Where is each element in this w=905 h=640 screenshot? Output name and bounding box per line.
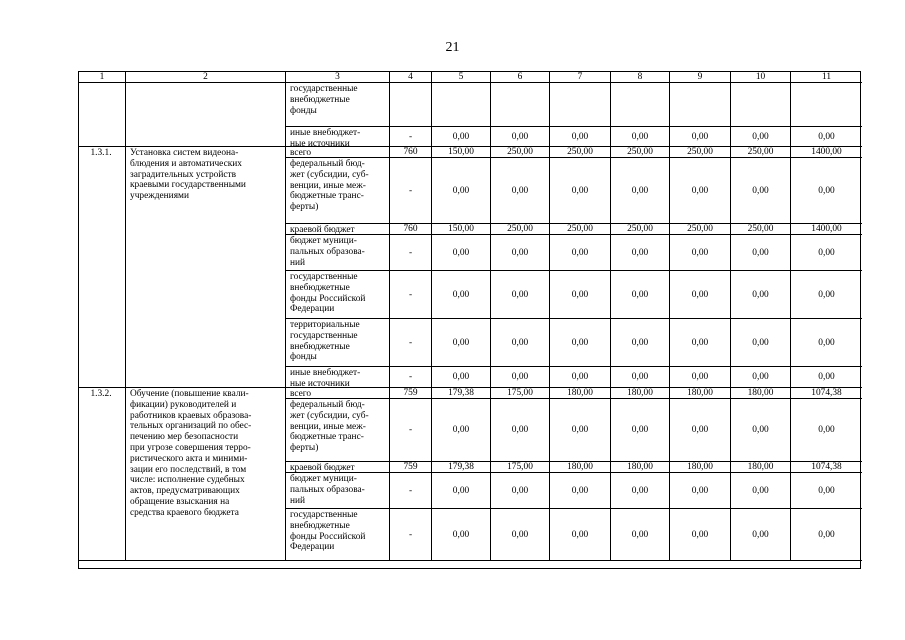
text-line: всего xyxy=(290,389,312,399)
text-line: территориальные xyxy=(290,320,360,330)
text-line: иные внебюджет- xyxy=(290,128,361,138)
text-line: иные внебюджет- xyxy=(290,368,361,378)
amount-col-10: 250,00 xyxy=(731,224,791,235)
text-line: Федерации xyxy=(290,304,335,315)
table-row xyxy=(79,473,862,509)
text-line: обращение взыскания на xyxy=(130,496,230,507)
amount-col-7: 250,00 xyxy=(550,224,611,235)
amount-col-10: 180,00 xyxy=(731,462,791,473)
text-line: бюджет муници- xyxy=(290,236,357,246)
amount-col-6: 0,00 xyxy=(491,319,550,367)
funding-source-1-0 xyxy=(286,388,390,399)
text-line: бюджет муници- xyxy=(290,474,357,484)
funding-source-1-2 xyxy=(286,462,390,473)
budget-code: - xyxy=(390,127,432,147)
amount-col-11: 0,00 xyxy=(791,473,862,509)
amount-col-7 xyxy=(550,83,611,127)
text-line: внебюджетные xyxy=(290,94,350,105)
text-line: федеральный бюд- xyxy=(290,400,365,410)
text-line: государственные xyxy=(290,84,358,94)
table-row xyxy=(79,367,862,388)
amount-col-7: 0,00 xyxy=(550,271,611,319)
header-row xyxy=(79,72,862,83)
text-line: Обучение (повышение квали- xyxy=(130,389,249,399)
budget-code: - xyxy=(390,271,432,319)
table-row xyxy=(79,388,862,399)
text-line: фонды xyxy=(290,105,317,116)
text-line: федеральный бюд- xyxy=(290,159,365,169)
text-line: фонды Российской xyxy=(290,293,366,304)
amount-col-10: 0,00 xyxy=(731,473,791,509)
budget-code: 760 xyxy=(390,147,432,158)
column-header-3: 3 xyxy=(286,72,390,83)
amount-col-7: 0,00 xyxy=(550,127,611,147)
text-line: числе: исполнение судебных xyxy=(130,475,245,486)
amount-col-8: 0,00 xyxy=(611,127,670,147)
text-line: ний xyxy=(290,495,306,506)
funding-source-cont-0 xyxy=(286,83,390,127)
amount-col-11: 0,00 xyxy=(791,271,862,319)
text-line: ные источники xyxy=(290,138,350,147)
text-line: учреждениями xyxy=(130,191,189,202)
amount-col-11: 0,00 xyxy=(791,319,862,367)
column-header-8: 8 xyxy=(611,72,670,83)
text-line: внебюджетные xyxy=(290,341,350,352)
amount-col-5: 179,38 xyxy=(432,388,491,399)
amount-col-6: 0,00 xyxy=(491,127,550,147)
budget-code: - xyxy=(390,319,432,367)
amount-col-5: 0,00 xyxy=(432,473,491,509)
funding-source-0-0 xyxy=(286,147,390,158)
text-line: краевыми государственными xyxy=(130,180,246,191)
amount-col-11: 1400,00 xyxy=(791,224,862,235)
text-line: фикации) руководителей и xyxy=(130,399,237,410)
budget-code: - xyxy=(390,367,432,388)
text-line: при угрозе совершения терро- xyxy=(130,442,251,453)
amount-col-5: 0,00 xyxy=(432,158,491,224)
amount-col-9: 0,00 xyxy=(670,235,731,271)
amount-col-5: 0,00 xyxy=(432,127,491,147)
amount-col-9: 180,00 xyxy=(670,388,731,399)
amount-col-7: 0,00 xyxy=(550,158,611,224)
budget-code: 759 xyxy=(390,388,432,399)
funding-source-1-1 xyxy=(286,399,390,462)
amount-col-7: 0,00 xyxy=(550,235,611,271)
amount-col-8: 0,00 xyxy=(611,158,670,224)
amount-col-9: 250,00 xyxy=(670,147,731,158)
budget-code: - xyxy=(390,235,432,271)
funding-source-0-1 xyxy=(286,158,390,224)
amount-col-9: 0,00 xyxy=(670,473,731,509)
text-line: ные источники xyxy=(290,378,350,388)
column-header-9: 9 xyxy=(670,72,731,83)
amount-col-5: 150,00 xyxy=(432,224,491,235)
amount-col-9: 0,00 xyxy=(670,127,731,147)
budget-code xyxy=(390,83,432,127)
amount-col-5: 0,00 xyxy=(432,271,491,319)
column-header-2: 2 xyxy=(126,72,286,83)
amount-col-11: 1400,00 xyxy=(791,147,862,158)
text-line: государственные xyxy=(290,330,358,341)
amount-col-6: 0,00 xyxy=(491,271,550,319)
amount-col-9: 0,00 xyxy=(670,367,731,388)
column-header-10: 10 xyxy=(731,72,791,83)
funding-source-0-5 xyxy=(286,319,390,367)
budget-code: 759 xyxy=(390,462,432,473)
amount-col-5: 0,00 xyxy=(432,319,491,367)
text-line: краевой бюджет xyxy=(290,463,355,473)
funding-source-0-4 xyxy=(286,271,390,319)
funding-source-0-2 xyxy=(286,224,390,235)
amount-col-8: 250,00 xyxy=(611,147,670,158)
budget-table xyxy=(78,71,861,569)
amount-col-6 xyxy=(491,83,550,127)
table-row xyxy=(79,319,862,367)
amount-col-11 xyxy=(791,83,862,127)
amount-col-8 xyxy=(611,83,670,127)
table-row xyxy=(79,235,862,271)
amount-col-5: 0,00 xyxy=(432,509,491,561)
text-line: государственные xyxy=(290,510,358,520)
amount-col-11: 0,00 xyxy=(791,158,862,224)
amount-col-8: 0,00 xyxy=(611,473,670,509)
amount-col-8: 250,00 xyxy=(611,224,670,235)
text-line: Установка систем видеона- xyxy=(130,148,239,158)
funding-source-0-3 xyxy=(286,235,390,271)
amount-col-10: 180,00 xyxy=(731,388,791,399)
amount-col-6: 0,00 xyxy=(491,509,550,561)
amount-col-5 xyxy=(432,83,491,127)
text-line: ний xyxy=(290,257,306,268)
budget-code: - xyxy=(390,473,432,509)
column-header-4: 4 xyxy=(390,72,432,83)
amount-col-10: 0,00 xyxy=(731,319,791,367)
amount-col-6: 250,00 xyxy=(491,147,550,158)
text-line: заградительных устройств xyxy=(130,169,237,180)
amount-col-6: 0,00 xyxy=(491,235,550,271)
funding-source-1-3 xyxy=(286,473,390,509)
table-row xyxy=(79,271,862,319)
amount-col-7: 0,00 xyxy=(550,319,611,367)
text-line: государственные xyxy=(290,272,358,282)
text-line: внебюджетные xyxy=(290,520,350,531)
amount-col-10 xyxy=(731,83,791,127)
amount-col-10: 0,00 xyxy=(731,235,791,271)
text-line: Федерации xyxy=(290,542,335,553)
amount-col-7: 0,00 xyxy=(550,367,611,388)
amount-col-7: 180,00 xyxy=(550,462,611,473)
amount-col-9: 250,00 xyxy=(670,224,731,235)
amount-col-11: 0,00 xyxy=(791,509,862,561)
amount-col-6: 0,00 xyxy=(491,367,550,388)
text-line: печению мер безопасности xyxy=(130,432,239,443)
amount-col-8: 0,00 xyxy=(611,235,670,271)
amount-col-11: 0,00 xyxy=(791,399,862,462)
amount-col-6: 0,00 xyxy=(491,473,550,509)
amount-col-5: 0,00 xyxy=(432,235,491,271)
amount-col-8: 0,00 xyxy=(611,319,670,367)
amount-col-5: 0,00 xyxy=(432,367,491,388)
section-number: 1.3.2. xyxy=(79,388,126,561)
column-header-5: 5 xyxy=(432,72,491,83)
table-row xyxy=(79,83,862,127)
amount-col-9: 0,00 xyxy=(670,271,731,319)
amount-col-7: 180,00 xyxy=(550,388,611,399)
table-row xyxy=(79,509,862,561)
text-line: актов, предусматривающих xyxy=(130,486,240,497)
text-line: венции, иные меж- xyxy=(290,180,366,191)
column-header-7: 7 xyxy=(550,72,611,83)
text-line: ристического акта и миними- xyxy=(130,453,248,464)
budget-code: - xyxy=(390,399,432,462)
text-line: всего xyxy=(290,148,312,158)
amount-col-11: 1074,38 xyxy=(791,388,862,399)
amount-col-5: 179,38 xyxy=(432,462,491,473)
text-line: средства краевого бюджета xyxy=(130,507,239,518)
amount-col-10: 0,00 xyxy=(731,271,791,319)
column-header-1: 1 xyxy=(79,72,126,83)
amount-col-8: 0,00 xyxy=(611,271,670,319)
amount-col-7: 0,00 xyxy=(550,473,611,509)
table-row xyxy=(79,158,862,224)
text-line: работников краевых образова- xyxy=(130,410,252,421)
text-line: фонды Российской xyxy=(290,531,366,542)
amount-col-10: 0,00 xyxy=(731,399,791,462)
text-line: блюдения и автоматических xyxy=(130,158,242,169)
text-line: пальных образова- xyxy=(290,484,365,495)
text-line: краевой бюджет xyxy=(290,225,355,235)
table-row xyxy=(79,462,862,473)
amount-col-8: 180,00 xyxy=(611,388,670,399)
text-line: внебюджетные xyxy=(290,282,350,293)
text-line: ферты) xyxy=(290,202,319,213)
amount-col-8: 0,00 xyxy=(611,367,670,388)
amount-col-11: 0,00 xyxy=(791,367,862,388)
section-number: 1.3.1. xyxy=(79,147,126,388)
amount-col-11: 1074,38 xyxy=(791,462,862,473)
funding-source-1-4 xyxy=(286,509,390,561)
amount-col-9 xyxy=(670,83,731,127)
funding-source-cont-1 xyxy=(286,127,390,147)
amount-col-9: 0,00 xyxy=(670,319,731,367)
amount-col-6: 250,00 xyxy=(491,224,550,235)
amount-col-9: 0,00 xyxy=(670,158,731,224)
amount-col-7: 0,00 xyxy=(550,509,611,561)
text-line: тельных организаций по обес- xyxy=(130,421,252,432)
amount-col-7: 250,00 xyxy=(550,147,611,158)
amount-col-9: 0,00 xyxy=(670,509,731,561)
amount-col-10: 0,00 xyxy=(731,367,791,388)
amount-col-10: 250,00 xyxy=(731,147,791,158)
amount-col-6: 0,00 xyxy=(491,158,550,224)
amount-col-10: 0,00 xyxy=(731,509,791,561)
amount-col-10: 0,00 xyxy=(731,158,791,224)
text-line: жет (субсидии, суб- xyxy=(290,410,369,421)
amount-col-11: 0,00 xyxy=(791,235,862,271)
amount-col-5: 150,00 xyxy=(432,147,491,158)
funding-source-0-6 xyxy=(286,367,390,388)
text-line: фонды xyxy=(290,352,317,363)
text-line: бюджетные транс- xyxy=(290,432,364,443)
column-header-6: 6 xyxy=(491,72,550,83)
amount-col-6: 175,00 xyxy=(491,388,550,399)
amount-col-7: 0,00 xyxy=(550,399,611,462)
text-line: зации его последствий, в том xyxy=(130,464,247,475)
amount-col-8: 180,00 xyxy=(611,462,670,473)
table-row xyxy=(79,147,862,158)
amount-col-6: 175,00 xyxy=(491,462,550,473)
amount-col-5: 0,00 xyxy=(432,399,491,462)
amount-col-10: 0,00 xyxy=(731,127,791,147)
budget-code: 760 xyxy=(390,224,432,235)
text-line: жет (субсидии, суб- xyxy=(290,169,369,180)
amount-col-9: 180,00 xyxy=(670,462,731,473)
text-line: бюджетные транс- xyxy=(290,191,364,202)
amount-col-8: 0,00 xyxy=(611,509,670,561)
amount-col-6: 0,00 xyxy=(491,399,550,462)
amount-col-8: 0,00 xyxy=(611,399,670,462)
text-line: венции, иные меж- xyxy=(290,421,366,432)
table-row xyxy=(79,127,862,147)
table-row xyxy=(79,399,862,462)
budget-code: - xyxy=(390,509,432,561)
amount-col-11: 0,00 xyxy=(791,127,862,147)
text-line: ферты) xyxy=(290,443,319,454)
amount-col-9: 0,00 xyxy=(670,399,731,462)
table-row xyxy=(79,224,862,235)
column-header-11: 11 xyxy=(791,72,862,83)
page-number: 21 xyxy=(445,40,460,55)
text-line: пальных образова- xyxy=(290,246,365,257)
budget-code: - xyxy=(390,158,432,224)
